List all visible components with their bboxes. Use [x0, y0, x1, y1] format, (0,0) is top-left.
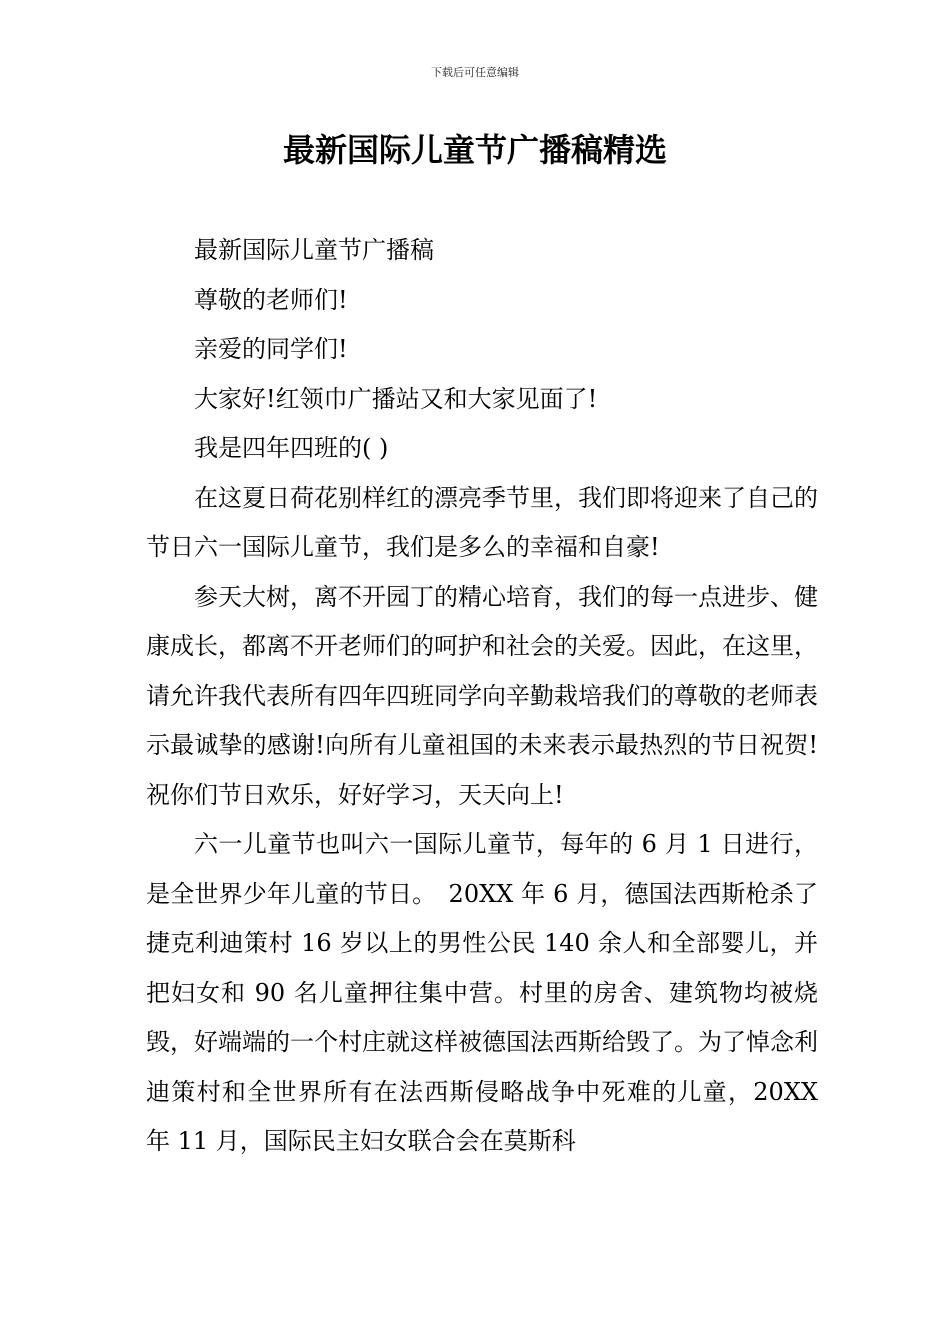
paragraph-introduction: 我是四年四班的( ) [194, 434, 389, 462]
document-body [146, 226, 818, 1167]
paragraph-greeting-teachers: 尊敬的老师们! [194, 285, 348, 314]
paragraph-greeting-students: 亲爱的同学们! [194, 335, 348, 363]
paragraph-history: 六一儿童节也叫六一国际儿童节，每年的 6 月 1 日进行，是全世界少年儿童的节日。 20XX 年 6 月，德国法西斯枪杀了捷克利迪策村 16 岁以上的男性公民 140 余人和全部婴儿，并把妇女和 90 名儿童押往集中营。村里的房舍、建筑物均被烧毁，好端端的一个村庄就这样被德国法西斯给毁了。为了悼念利迪策村和全世界所有在法西斯侵略战争中死难的儿童，20XX 年 11 月，国际民主妇女联合会在莫斯科 [146, 830, 818, 1155]
paragraph-subtitle: 最新国际儿童节广播稿 [194, 236, 434, 264]
paragraph-hello: 大家好!红领巾广播站又和大家见面了! [194, 384, 598, 413]
paragraph-festival: 在这夏日荷花别样红的漂亮季节里，我们即将迎来了自己的节日六一国际儿童节，我们是多么的幸福和自豪! [146, 483, 818, 561]
paragraph-thanks: 参天大树，离不开园丁的精心培育，我们的每一点进步、健康成长，都离不开老师们的呵护和社会的关爱。因此，在这里，请允许我代表所有四年四班同学向辛勤栽培我们的尊敬的老师表示最诚挚的感谢!向所有儿童祖国的未来表示最热烈的节日祝贺!祝你们节日欢乐，好好学习，天天向上! [146, 582, 818, 809]
document-title: 最新国际儿童节广播稿精选 [282, 131, 667, 169]
header-note: 下载后可任意编辑 [431, 66, 519, 79]
